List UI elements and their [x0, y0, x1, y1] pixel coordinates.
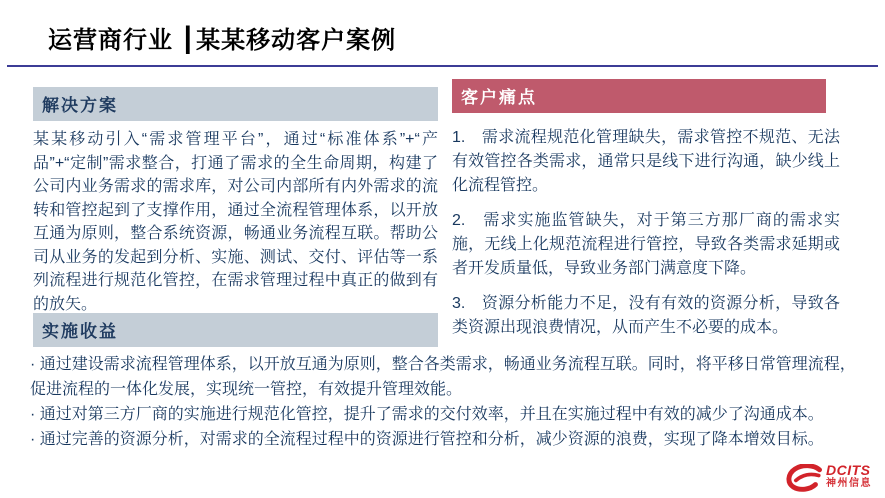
logo-brand-text: DCITS — [826, 462, 871, 478]
benefit-item: · 通过对第三方厂商的实施进行规范化管控，提升了需求的交付效率，并且在实施过程中有效的减少了沟通成本。 — [30, 406, 824, 423]
dcits-logo — [786, 462, 872, 492]
benefit-item: · 通过完善的资源分析，对需求的全流程过程中的资源进行管控和分析，减少资源的浪费，实现了降本增效目标。 — [30, 431, 824, 448]
solution-body: 某某移动引入“需求管理平台”，通过“标准体系”+“产品”+“定制”需求整合，打通了需求的全生命周期，构建了公司内业务需求的需求库，对公司内部所有内外需求的流转和管控起到了支撑作用，通过全流程管理体系，以开放互通为原则，整合系统资源，畅通业务流程互联。帮助公司从业务的发起到分析、实施、测试、交付、评估等一系列流程进行规范化管控，在需求管理过程中真正的做到有的放矢。 — [33, 131, 438, 313]
pain-points-header: 客户痛点 — [452, 79, 826, 113]
benefit-item: · 通过建设需求流程管理体系，以开放互通为原则，整合各类需求，畅通业务流程互联。同时，将平移日常管理流程，促进流程的一体化发展，实现统一管控，有效提升管理效能。 — [30, 356, 856, 398]
logo-company-text: 神州信息 — [826, 478, 872, 489]
pain-point-item: 2. 需求实施监管缺失，对于第三方那厂商的需求实施，无线上化规范流程进行管控，导致各类需求延期或者开发质量低，导致业务部门满意度下降。 — [452, 212, 840, 277]
title-divider — [7, 65, 878, 67]
solution-section — [33, 87, 438, 316]
benefits-header: 实施收益 — [33, 313, 438, 347]
logo-text-block — [826, 462, 872, 490]
pain-points-section — [452, 79, 840, 340]
solution-header: 解决方案 — [33, 87, 438, 121]
benefits-list — [30, 352, 863, 452]
dcits-logo-icon — [786, 464, 822, 492]
benefits-section — [33, 313, 438, 347]
pain-point-item: 1. 需求流程规范化管理缺失，需求管控不规范、无法有效管控各类需求，通常只是线下进行沟通，缺少线上化流程管控。 — [452, 129, 840, 194]
page-title: 运营商行业 ┃某某移动客户案例 — [48, 27, 397, 54]
pain-point-item: 3. 资源分析能力不足，没有有效的资源分析，导致各类资源出现浪费情况，从而产生不必要的成本。 — [452, 295, 840, 336]
